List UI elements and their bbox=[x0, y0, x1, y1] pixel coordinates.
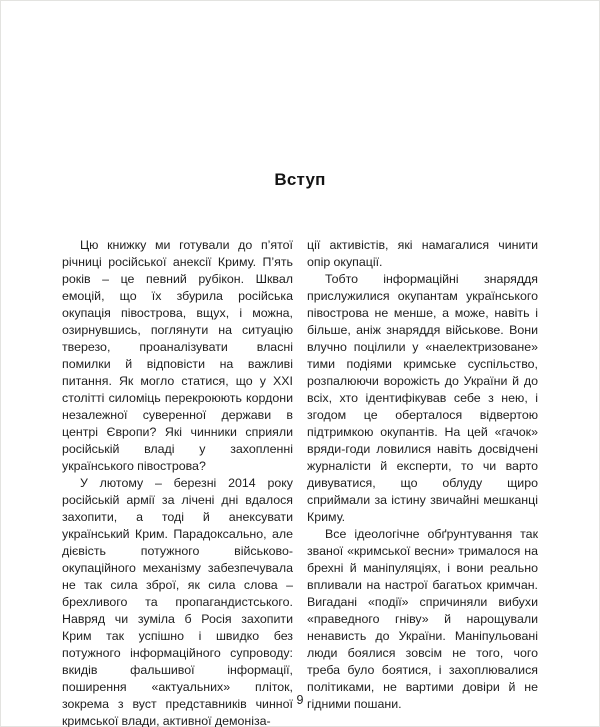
paragraph: Цю книжку ми готували до п’ятої річниці російської анексії Криму. П’ять років – це певний рубікон. Шквал емоцій, що їх збурила російська окупація півострова, вщух, і можна, озирнувшись, поглянути на ситуацію тверезо, проаналізувати власні помилки й відповісти на важливі питання. Як могло статися, що у XXI столітті силоміць перекроюють кордони незалежної суверенної держави в центрі Європи? Які чинники сприяли російській владі у захопленні українського півострова? bbox=[62, 238, 293, 473]
column-left bbox=[62, 237, 293, 727]
paragraph: Тобто інформаційні знаряддя прислужилися окупантам українського півострова не менше, а може, навіть і більше, аніж знаряддя військове. Вони влучно поцілили у «наелектризоване» тими подіями кримське суспільство, розпалюючи ворожість до України й до всіх, хто ідентифікував себе з нею, і згодом це оберталося відвертою підтримкою окупантів. На цей «гачок» вряди-годи ловилися навіть досвідчені журналісти й експерти, то чи варто дивуватися, що облуду щиро сприймали за істину звичайні мешканці Криму. bbox=[307, 272, 538, 524]
text-columns bbox=[62, 237, 538, 727]
paragraph: Все ідеологічне обґрунтування так званої «кримської весни» трималося на брехні й маніпуляціях, і вони реально впливали на настрої багатьох кримчан. Вигадані «події» спричиняли вибухи «праведного гніву» й нарощували ненависть до України. Маніпульовані люди боялися зовсім не того, чого треба було боятися, і захоплювалися політиками, не вартими довіри й не гідними пошани. bbox=[307, 527, 538, 711]
paragraph-continuation: ції активістів, які намагалися чинити опір окупації. bbox=[307, 238, 538, 269]
paragraph: У лютому – березні 2014 року російській армії за лічені дні вдалося захопити, а тоді й анексувати український Крим. Парадоксально, але дієвість потужного військово-окупаційного механізму забезпечувала не так сила зброї, як сила слова – брехливого та пропагандистського. Навряд чи зуміла б Росія захопити Крим так успішно і швидко без потужного інформаційного супроводу: вкидів фальшивої інформації, поширення «актуальних» пліток, зокрема з вуст представників чинної кримської влади, активної демоніза- bbox=[62, 476, 293, 727]
page-number: 9 bbox=[296, 693, 304, 707]
column-right bbox=[307, 237, 538, 727]
chapter-title: Вступ bbox=[274, 170, 326, 189]
